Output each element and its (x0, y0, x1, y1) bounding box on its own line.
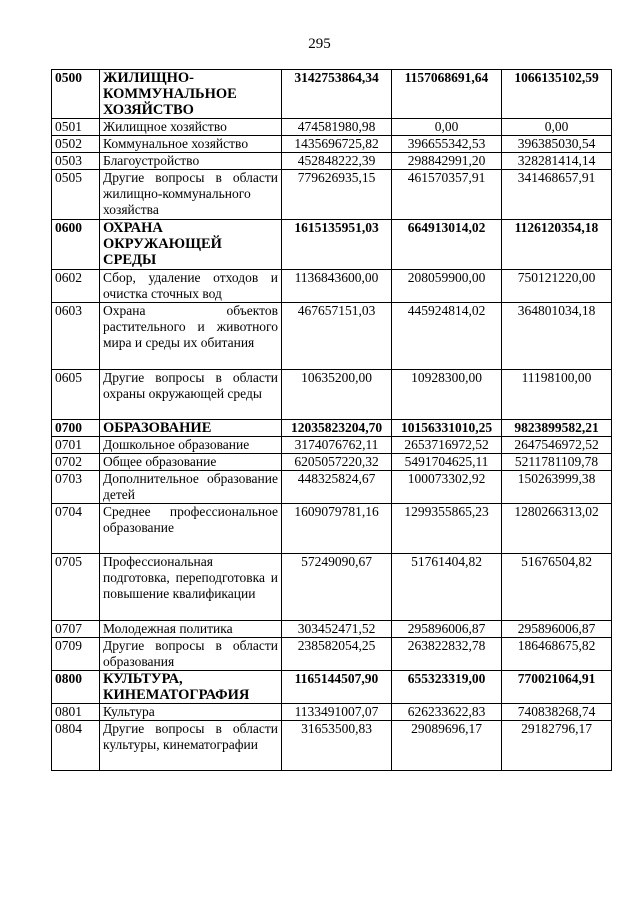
row-value-2: 1157068691,64 (392, 70, 502, 119)
row-value-3: 2647546972,52 (502, 437, 612, 454)
table-row (52, 437, 612, 454)
row-value-3: 186468675,82 (502, 638, 612, 671)
row-value-3: 150263999,38 (502, 471, 612, 504)
row-value-2: 626233622,83 (392, 704, 502, 721)
row-value-3: 1280266313,02 (502, 504, 612, 554)
row-code: 0505 (52, 170, 100, 220)
row-value-3: 11198100,00 (502, 370, 612, 420)
row-name: Другие вопросы в области культуры, кинематографии (100, 721, 282, 771)
row-value-3: 9823899582,21 (502, 420, 612, 437)
section-row (52, 671, 612, 704)
row-value-3: 5211781109,78 (502, 454, 612, 471)
row-value-1: 779626935,15 (282, 170, 392, 220)
row-value-2: 10928300,00 (392, 370, 502, 420)
row-value-2: 51761404,82 (392, 554, 502, 621)
row-value-1: 452848222,39 (282, 153, 392, 170)
row-value-2: 396655342,53 (392, 136, 502, 153)
row-value-2: 208059900,00 (392, 270, 502, 303)
row-value-3: 750121220,00 (502, 270, 612, 303)
row-name: Сбор, удаление отходов и очистка сточных вод (100, 270, 282, 303)
row-name: Благоустройство (100, 153, 282, 170)
row-value-2: 263822832,78 (392, 638, 502, 671)
table-row (52, 170, 612, 220)
table-row (52, 704, 612, 721)
row-code: 0603 (52, 303, 100, 370)
row-value-1: 1435696725,82 (282, 136, 392, 153)
row-value-2: 298842991,20 (392, 153, 502, 170)
row-name: Другие вопросы в области охраны окружающей среды (100, 370, 282, 420)
row-name: ОХРАНА ОКРУЖАЮЩЕЙ СРЕДЫ (100, 220, 282, 270)
row-code: 0605 (52, 370, 100, 420)
row-value-3: 770021064,91 (502, 671, 612, 704)
row-value-1: 303452471,52 (282, 621, 392, 638)
row-value-3: 1126120354,18 (502, 220, 612, 270)
row-value-1: 474581980,98 (282, 119, 392, 136)
section-row (52, 420, 612, 437)
row-value-3: 0,00 (502, 119, 612, 136)
row-name: ОБРАЗОВАНИЕ (100, 420, 282, 437)
table-row (52, 370, 612, 420)
table-row (52, 504, 612, 554)
table-row (52, 471, 612, 504)
row-code: 0501 (52, 119, 100, 136)
row-name: Охрана объектов растительного и животного мира и среды их обитания (100, 303, 282, 370)
row-code: 0602 (52, 270, 100, 303)
row-code: 0503 (52, 153, 100, 170)
row-code: 0702 (52, 454, 100, 471)
table-row (52, 621, 612, 638)
row-value-1: 1615135951,03 (282, 220, 392, 270)
row-value-2: 0,00 (392, 119, 502, 136)
row-value-2: 295896006,87 (392, 621, 502, 638)
row-code: 0704 (52, 504, 100, 554)
row-value-3: 364801034,18 (502, 303, 612, 370)
row-name: Коммунальное хозяйство (100, 136, 282, 153)
row-code: 0709 (52, 638, 100, 671)
row-value-2: 655323319,00 (392, 671, 502, 704)
table-row (52, 303, 612, 370)
row-code: 0600 (52, 220, 100, 270)
table-row (52, 554, 612, 621)
row-name: Общее образование (100, 454, 282, 471)
table-row (52, 270, 612, 303)
row-code: 0502 (52, 136, 100, 153)
row-value-1: 57249090,67 (282, 554, 392, 621)
budget-table (51, 69, 612, 771)
row-value-2: 5491704625,11 (392, 454, 502, 471)
row-name: Культура (100, 704, 282, 721)
row-value-2: 664913014,02 (392, 220, 502, 270)
row-code: 0700 (52, 420, 100, 437)
row-value-3: 29182796,17 (502, 721, 612, 771)
row-value-3: 396385030,54 (502, 136, 612, 153)
row-value-2: 29089696,17 (392, 721, 502, 771)
table-row (52, 721, 612, 771)
row-value-2: 2653716972,52 (392, 437, 502, 454)
table-row (52, 136, 612, 153)
row-value-1: 12035823204,70 (282, 420, 392, 437)
row-name: ЖИЛИЩНО-КОММУНАЛЬНОЕ ХОЗЯЙСТВО (100, 70, 282, 119)
row-value-3: 328281414,14 (502, 153, 612, 170)
row-value-3: 295896006,87 (502, 621, 612, 638)
row-value-2: 100073302,92 (392, 471, 502, 504)
row-value-2: 1299355865,23 (392, 504, 502, 554)
section-row (52, 70, 612, 119)
row-name: Молодежная политика (100, 621, 282, 638)
row-name: Другие вопросы в области жилищно-коммунального хозяйства (100, 170, 282, 220)
row-value-1: 1609079781,16 (282, 504, 392, 554)
page-number: 295 (308, 36, 331, 52)
row-code: 0707 (52, 621, 100, 638)
row-value-1: 448325824,67 (282, 471, 392, 504)
row-code: 0804 (52, 721, 100, 771)
row-value-1: 3174076762,11 (282, 437, 392, 454)
row-value-1: 6205057220,32 (282, 454, 392, 471)
row-name: КУЛЬТУРА, КИНЕМАТОГРАФИЯ (100, 671, 282, 704)
table-row (52, 153, 612, 170)
row-value-1: 1136843600,00 (282, 270, 392, 303)
row-code: 0500 (52, 70, 100, 119)
row-value-3: 1066135102,59 (502, 70, 612, 119)
row-name: Среднее профессиональное образование (100, 504, 282, 554)
row-value-1: 10635200,00 (282, 370, 392, 420)
row-value-2: 461570357,91 (392, 170, 502, 220)
row-code: 0701 (52, 437, 100, 454)
section-row (52, 220, 612, 270)
row-code: 0801 (52, 704, 100, 721)
row-value-2: 445924814,02 (392, 303, 502, 370)
table-row (52, 638, 612, 671)
row-name: Жилищное хозяйство (100, 119, 282, 136)
row-value-1: 467657151,03 (282, 303, 392, 370)
table-row (52, 454, 612, 471)
row-name: Дошкольное образование (100, 437, 282, 454)
table-row (52, 119, 612, 136)
row-name: Другие вопросы в области образования (100, 638, 282, 671)
row-value-3: 740838268,74 (502, 704, 612, 721)
row-code: 0703 (52, 471, 100, 504)
row-value-3: 51676504,82 (502, 554, 612, 621)
row-code: 0800 (52, 671, 100, 704)
row-value-3: 341468657,91 (502, 170, 612, 220)
row-name: Профессиональная подготовка, переподготовка и повышение квалификации (100, 554, 282, 621)
row-value-1: 3142753864,34 (282, 70, 392, 119)
row-value-1: 238582054,25 (282, 638, 392, 671)
row-name: Дополнительное образование детей (100, 471, 282, 504)
row-value-2: 10156331010,25 (392, 420, 502, 437)
row-value-1: 1133491007,07 (282, 704, 392, 721)
row-value-1: 31653500,83 (282, 721, 392, 771)
row-code: 0705 (52, 554, 100, 621)
row-value-1: 1165144507,90 (282, 671, 392, 704)
